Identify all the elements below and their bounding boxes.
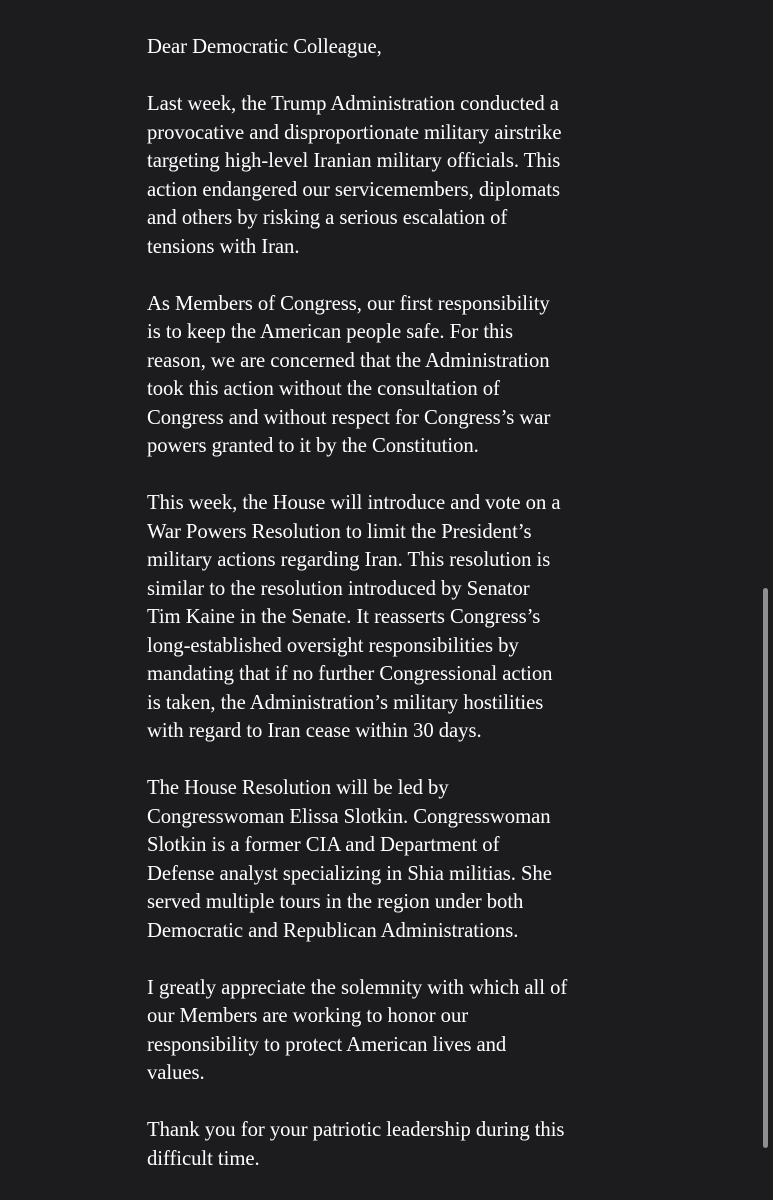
paragraph-appreciation: I greatly appreciate the solemnity with which all of our Members are working to honor our responsibility to protect American lives and values.	[147, 976, 568, 1084]
scrollbar-thumb[interactable]	[763, 588, 768, 1148]
letter-body	[147, 33, 632, 1200]
paragraph-war-powers-resolution: This week, the House will introduce and vote on a War Powers Resolution to limit the President’s military actions regarding Iran. This resolution is similar to the resolution introduced by Senator Tim Kaine in the Senate. It reasserts Congress’s long-established oversight responsibilities by mandating that if no further Congressional action is taken, the Administration’s military hostilities with regard to Iran cease within 30 days.	[147, 492, 561, 742]
salutation: Dear Democratic Colleague,	[147, 36, 382, 58]
paragraph-airstrike: Last week, the Trump Administration conducted a provocative and disproportionate military airstrike targeting high-level Iranian military officials. This action endangered our servicemembers, diplomats and others by risking a serious escalation of tensions with Iran.	[147, 93, 562, 258]
paragraph-slotkin: The House Resolution will be led by Congresswoman Elissa Slotkin. Congresswoman Slotkin is a former CIA and Department of Defense analyst specializing in Shia militias. She served multiple tours in the region under both Democratic and Republican Administrations.	[147, 777, 552, 942]
paragraph-thank-you: Thank you for your patriotic leadership during this difficult time.	[147, 1119, 565, 1170]
paragraph-responsibility: As Members of Congress, our first responsibility is to keep the American people safe. For this reason, we are concerned that the Administration took this action without the consultation of Congress and without respect for Congress’s war powers granted to it by the Constitution.	[147, 292, 551, 457]
